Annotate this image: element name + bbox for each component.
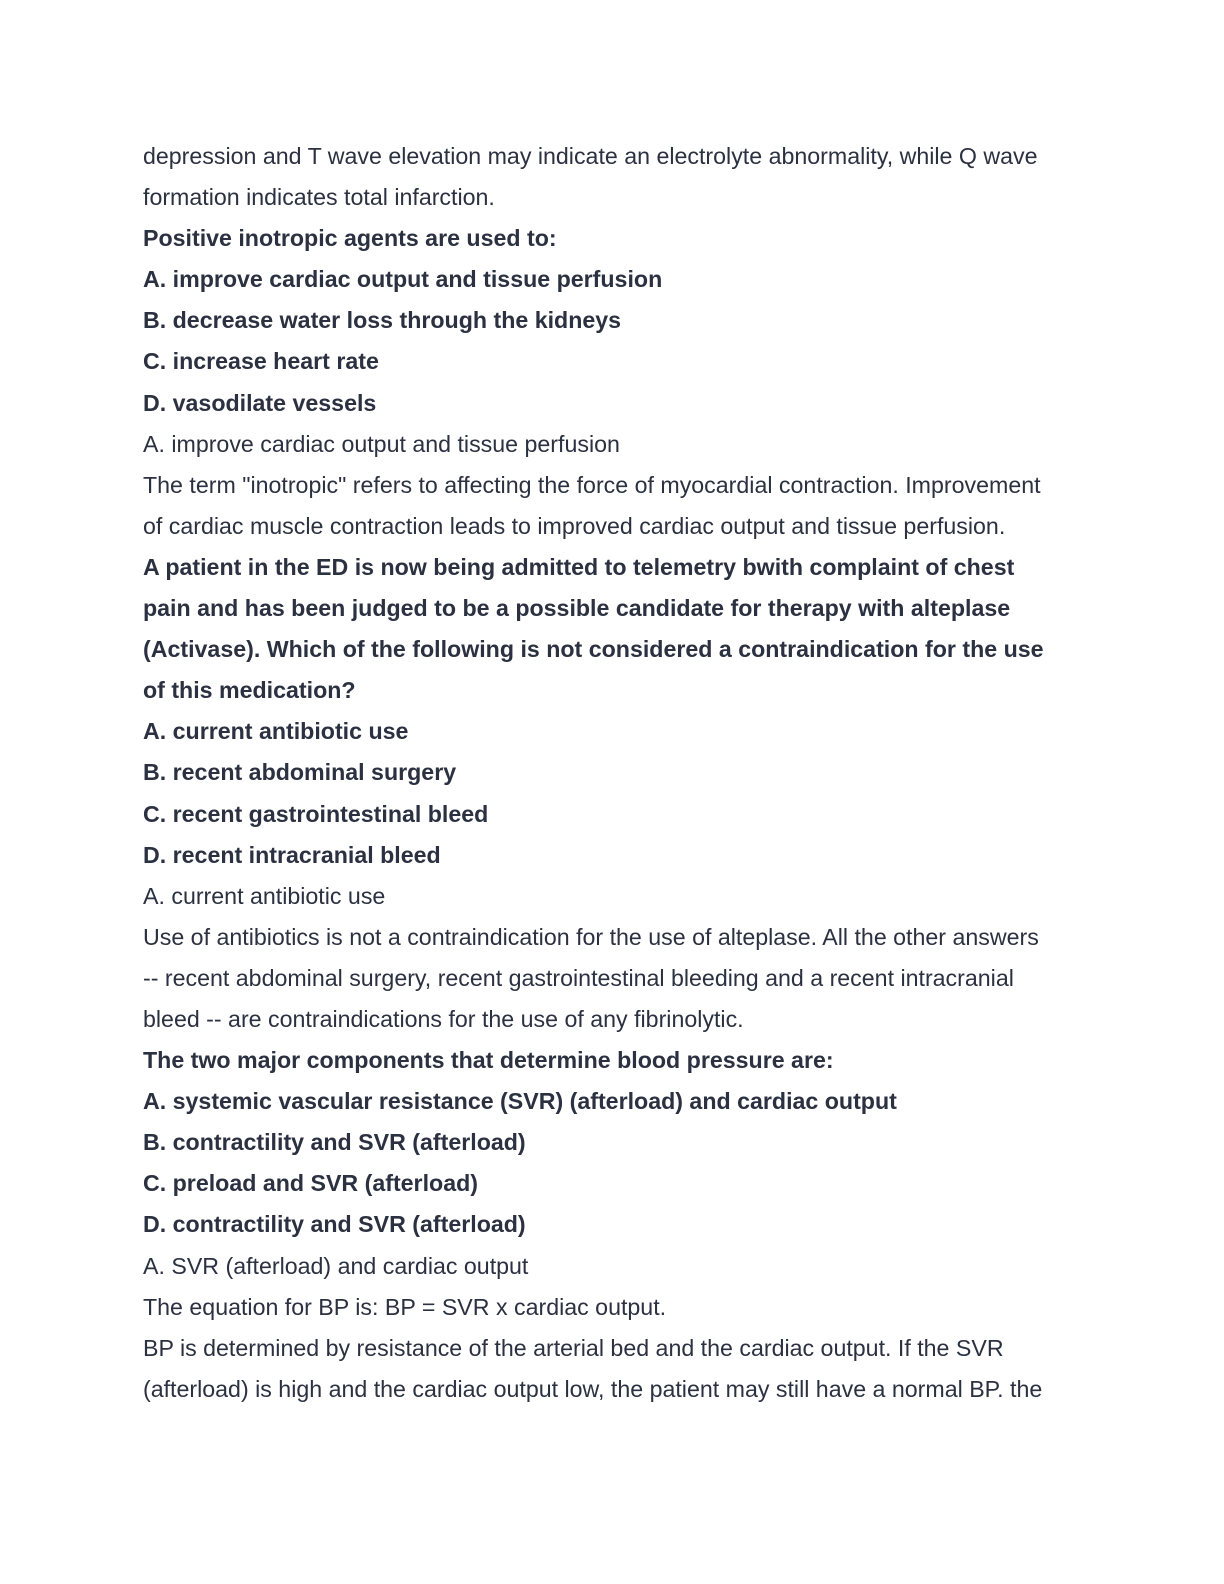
- answer-option: A. current antibiotic use: [143, 718, 409, 745]
- explanation-line: The term "inotropic" refers to affecting the force of myocardial contraction. Improvement: [143, 471, 1041, 498]
- answer-option: B. decrease water loss through the kidneys: [143, 307, 622, 334]
- question-heading: (Activase). Which of the following is not considered a contraindication for the use: [143, 636, 1044, 663]
- question-heading: of this medication?: [143, 677, 356, 704]
- explanation-line: -- recent abdominal surgery, recent gastrointestinal bleeding and a recent intracranial: [143, 964, 1014, 991]
- answer-option: A. systemic vascular resistance (SVR) (afterload) and cardiac output: [143, 1088, 897, 1115]
- answer-option: D. vasodilate vessels: [143, 389, 377, 416]
- explanation-line: BP is determined by resistance of the arterial bed and the cardiac output. If the SVR: [143, 1334, 1004, 1361]
- answer-option: C. recent gastrointestinal bleed: [143, 800, 489, 827]
- explanation-line: bleed -- are contraindications for the use of any fibrinolytic.: [143, 1005, 744, 1032]
- explanation-line: (afterload) is high and the cardiac output low, the patient may still have a normal BP. the: [143, 1375, 1043, 1402]
- answer-option: C. increase heart rate: [143, 348, 379, 375]
- question-heading: pain and has been judged to be a possible candidate for therapy with alteplase: [143, 595, 1011, 622]
- question-heading: A patient in the ED is now being admitted to telemetry bwith complaint of chest: [143, 553, 1015, 580]
- text-line: formation indicates total infarction.: [143, 184, 495, 211]
- answer-option: A. improve cardiac output and tissue perfusion: [143, 266, 663, 293]
- text-line: depression and T wave elevation may indicate an electrolyte abnormality, while Q wave: [143, 143, 1038, 169]
- document-page: [143, 136, 1083, 1410]
- correct-answer: A. SVR (afterload) and cardiac output: [143, 1252, 529, 1279]
- answer-option: B. contractility and SVR (afterload): [143, 1129, 526, 1156]
- question-heading: Positive inotropic agents are used to:: [143, 225, 557, 252]
- answer-option: D. recent intracranial bleed: [143, 841, 441, 868]
- correct-answer: A. current antibiotic use: [143, 882, 386, 909]
- explanation-line: Use of antibiotics is not a contraindication for the use of alteplase. All the other answers: [143, 923, 1039, 950]
- answer-option: B. recent abdominal surgery: [143, 759, 457, 786]
- answer-option: C. preload and SVR (afterload): [143, 1170, 478, 1197]
- question-heading: The two major components that determine blood pressure are:: [143, 1047, 834, 1074]
- answer-option: D. contractility and SVR (afterload): [143, 1211, 526, 1238]
- explanation-line: of cardiac muscle contraction leads to improved cardiac output and tissue perfusion.: [143, 512, 1006, 539]
- explanation-line: The equation for BP is: BP = SVR x cardiac output.: [143, 1293, 667, 1320]
- correct-answer: A. improve cardiac output and tissue perfusion: [143, 430, 620, 457]
